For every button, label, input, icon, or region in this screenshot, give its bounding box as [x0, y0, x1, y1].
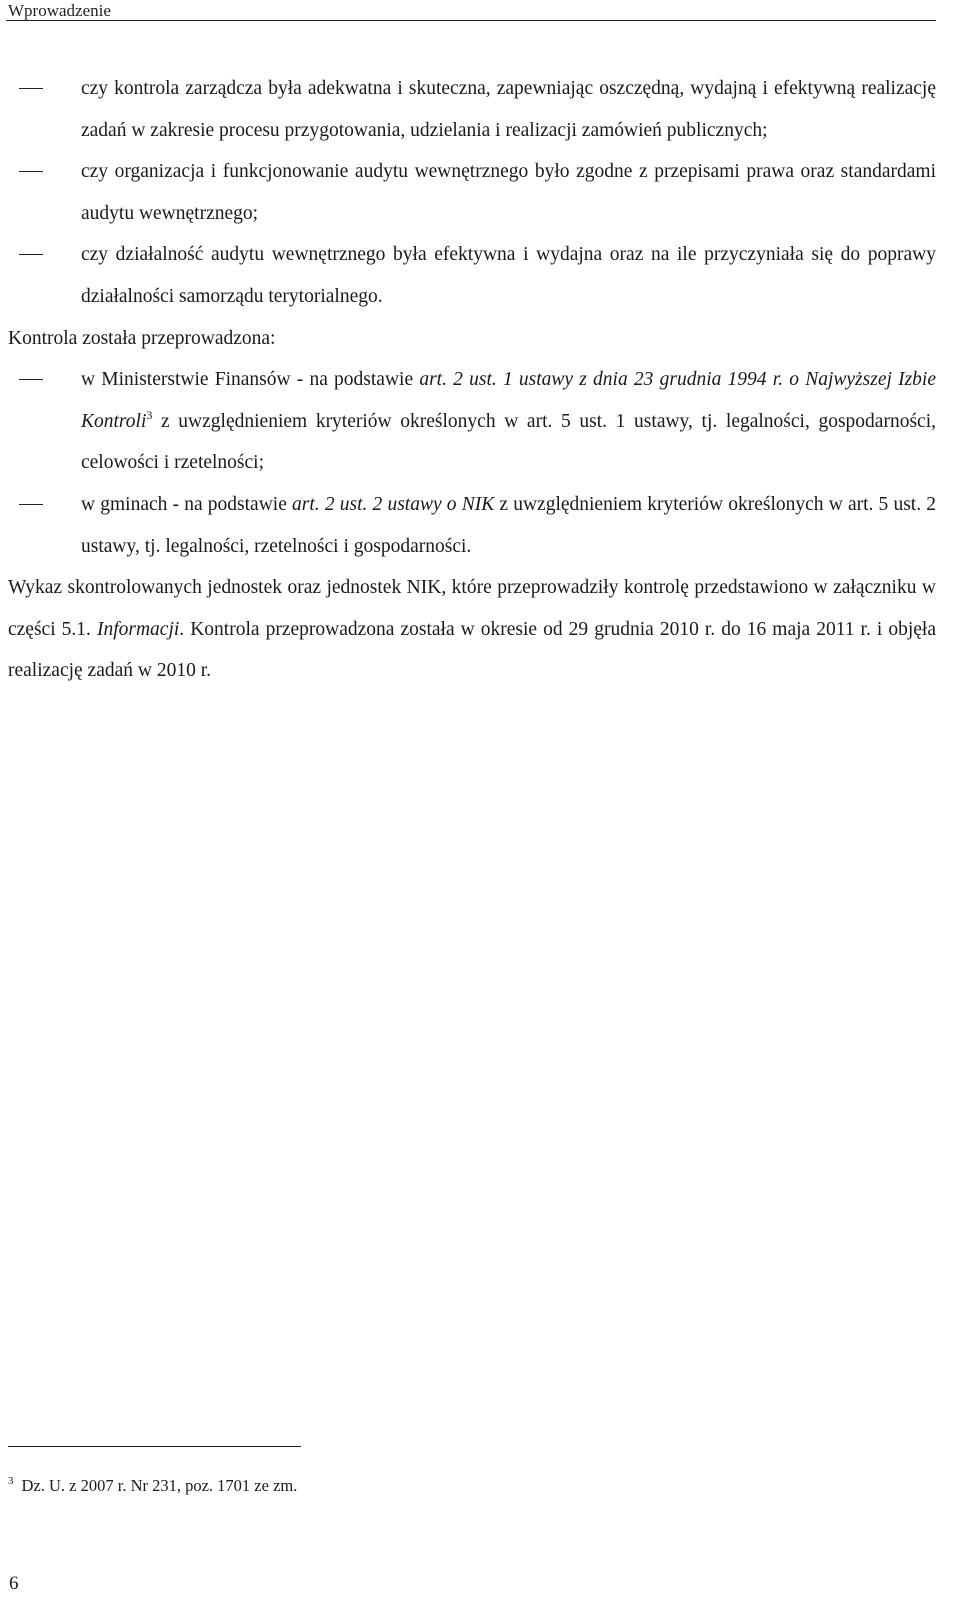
page-body: [8, 68, 936, 692]
law-reference: art. 2 ust. 2 ustawy o NIK: [292, 493, 495, 515]
item-lead-text: w Ministerstwie Finansów - na podstawie: [81, 369, 420, 391]
criteria-list: [8, 68, 936, 318]
page-number: 6: [9, 1573, 19, 1594]
summary-part-2: . Kontrola przeprowadzona została w okresie od 29 grudnia 2010 r. do 16 maja 2011 r. i objęła realizację zadań w 2010 r.: [8, 618, 936, 682]
audit-scope-list: [8, 359, 936, 567]
summary-italic: Informacji: [96, 618, 180, 640]
item-lead-text: w gminach - na podstawie: [81, 493, 293, 515]
audit-intro: Kontrola została przeprowadzona:: [8, 327, 276, 349]
list-item: czy organizacja i funkcjonowanie audytu wewnętrznego było zgodne z przepisami prawa oraz standardami audytu wewnętrznego;: [8, 151, 936, 234]
footnote-mark: 3: [8, 1475, 14, 1487]
list-item: czy działalność audytu wewnętrznego była efektywna i wydajna oraz na ile przyczyniała się do poprawy działalności samorządu terytorialnego.: [8, 234, 936, 317]
item-tail-text: z uwzględnieniem kryteriów określonych w art. 5 ust. 1 ustawy, tj. legalności, gospodarności, celowości i rzetelności;: [81, 410, 936, 474]
law-reference: art. 2 ust. 1 ustawy z dnia 23 grudnia 1994 r. o Najwyższej Izbie Kontroli: [81, 369, 936, 432]
list-item-gminy: [8, 484, 936, 567]
footnote-text: Dz. U. z 2007 r. Nr 231, poz. 1701 ze zm.: [21, 1476, 298, 1495]
running-header: [6, 0, 936, 21]
summary-part-1: Wykaz skontrolowanych jednostek oraz jednostek NIK, które przeprowadziły kontrolę przedstawiono w załączniku w części 5.1.: [8, 577, 936, 640]
footnote-reference: 3: [146, 407, 153, 422]
item-tail-text: z uwzględnieniem kryteriów określonych w art. 5 ust. 2 ustawy, tj. legalności, rzetelności i gospodarności.: [81, 493, 937, 557]
list-item: czy kontrola zarządcza była adekwatna i skuteczna, zapewniając oszczędną, wydajną i efektywną realizację zadań w zakresie procesu przygotowania, udzielania i realizacji zamówień publicznych;: [8, 68, 936, 151]
list-item-ministry: [8, 359, 936, 484]
footnote: [8, 1474, 297, 1498]
footnote-divider: [8, 1446, 301, 1447]
summary-paragraph: [8, 567, 936, 692]
header-title: Wprowadzenie: [8, 1, 111, 20]
